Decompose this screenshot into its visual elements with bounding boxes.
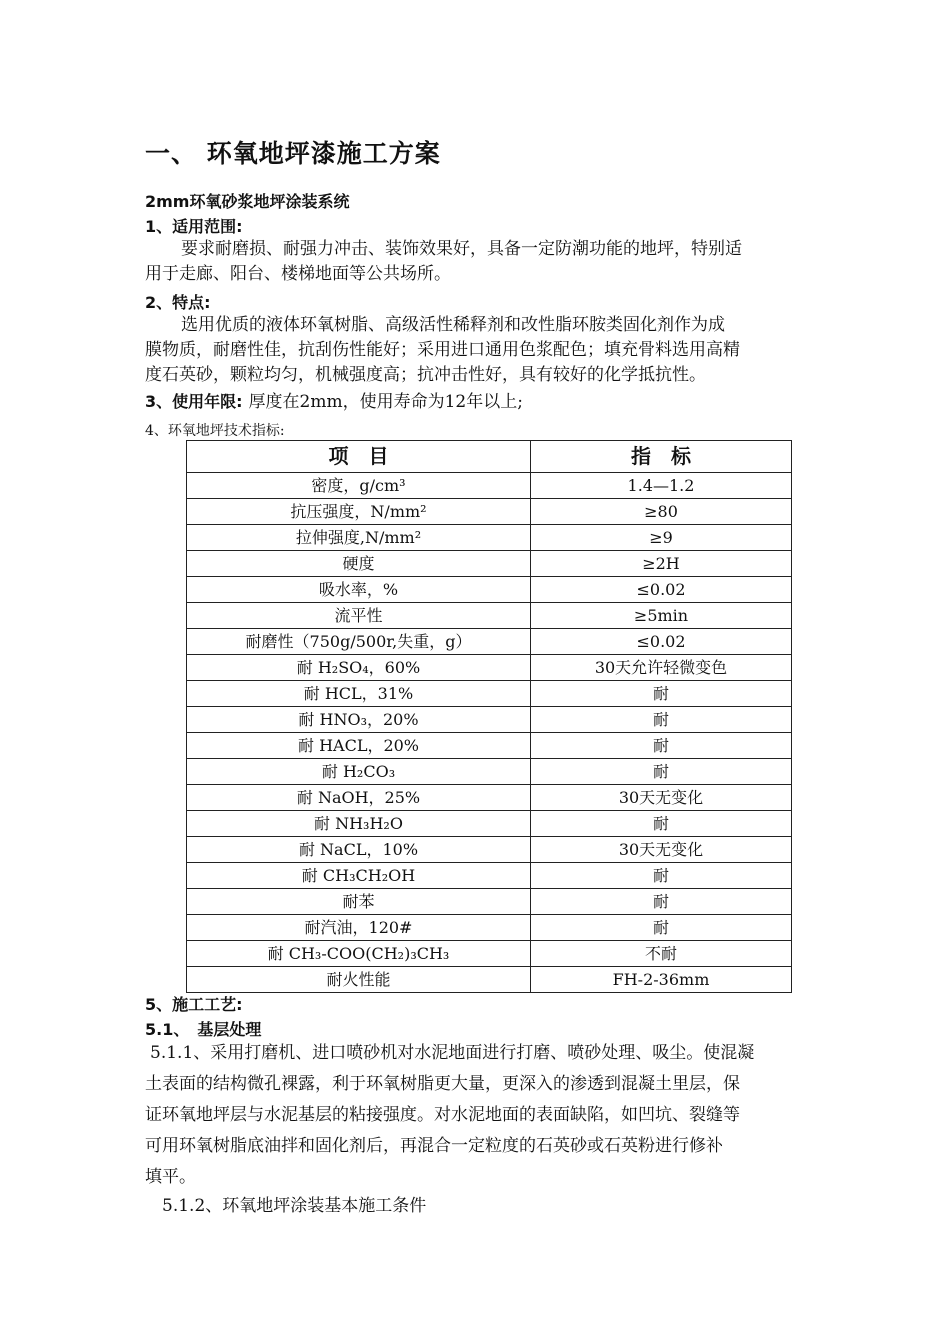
section-5-1-1-line-1: 5.1.1、采用打磨机、进口喷砂机对水泥地面进行打磨、喷砂处理、吸尘。使混凝 [150, 1043, 755, 1063]
table-row [187, 655, 792, 681]
value-cell: 不耐 [531, 941, 792, 967]
table-row [187, 889, 792, 915]
item-cell: 耐 H₂CO₃ [187, 759, 531, 785]
table-row [187, 499, 792, 525]
table-row [187, 577, 792, 603]
value-cell: 耐 [531, 733, 792, 759]
section-5-1-1-line-5: 填平。 [145, 1167, 196, 1187]
item-cell: 耐磨性（750g/500r,失重，g） [187, 629, 531, 655]
value-cell: ≥5min [531, 603, 792, 629]
item-cell: 耐 H₂SO₄，60% [187, 655, 531, 681]
value-cell: ≤0.02 [531, 577, 792, 603]
table-row [187, 811, 792, 837]
table-row [187, 629, 792, 655]
header-indicator: 指 标 [531, 441, 792, 473]
section-2-text-line-2: 膜物质，耐磨性佳，抗刮伤性能好；采用进口通用色浆配色；填充骨料选用高精 [145, 340, 740, 360]
page-heading: 一、 环氧地坪漆施工方案 [145, 139, 441, 168]
section-5-1-1-line-2: 土表面的结构微孔裸露，利于环氧树脂更大量，更深入的渗透到混凝土里层，保 [145, 1074, 740, 1094]
section-1-text-line-1: 要求耐磨损、耐强力冲击、装饰效果好，具备一定防潮功能的地坪，特别适 [181, 239, 742, 259]
section-3 [145, 389, 523, 415]
value-cell: 耐 [531, 707, 792, 733]
item-cell: 抗压强度，N/mm² [187, 499, 531, 525]
section-4-title: 4、环氧地坪技术指标: [145, 423, 285, 439]
table-header-row [187, 441, 792, 473]
table-row [187, 707, 792, 733]
table-row [187, 603, 792, 629]
item-cell: 耐 CH₃-COO(CH₂)₃CH₃ [187, 941, 531, 967]
item-cell: 耐 HACL，20% [187, 733, 531, 759]
header-item: 项 目 [187, 441, 531, 473]
section-3-text: 厚度在2mm，使用寿命为12年以上; [248, 392, 523, 412]
section-5-title: 5、施工工艺: [145, 995, 243, 1014]
item-cell: 流平性 [187, 603, 531, 629]
value-cell: 耐 [531, 863, 792, 889]
table-row [187, 733, 792, 759]
spec-table [186, 440, 792, 993]
table-row [187, 473, 792, 499]
table-row [187, 967, 792, 993]
section-5-1-title: 5.1、 基层处理 [145, 1020, 262, 1039]
value-cell: 耐 [531, 759, 792, 785]
value-cell: ≤0.02 [531, 629, 792, 655]
value-cell: 耐 [531, 681, 792, 707]
value-cell: 30天无变化 [531, 785, 792, 811]
value-cell: 耐 [531, 915, 792, 941]
item-cell: 密度，g/cm³ [187, 473, 531, 499]
table-row [187, 525, 792, 551]
value-cell: 耐 [531, 811, 792, 837]
value-cell: 30天无变化 [531, 837, 792, 863]
value-cell: ≥9 [531, 525, 792, 551]
table-row [187, 941, 792, 967]
value-cell: ≥2H [531, 551, 792, 577]
value-cell: 耐 [531, 889, 792, 915]
table-row [187, 785, 792, 811]
item-cell: 耐 HCL，31% [187, 681, 531, 707]
section-1-title: 1、适用范围: [145, 217, 243, 236]
value-cell: 1.4—1.2 [531, 473, 792, 499]
item-cell: 耐 NaCL，10% [187, 837, 531, 863]
section-5-1-1-line-3: 证环氧地坪层与水泥基层的粘接强度。对水泥地面的表面缺陷，如凹坑、裂缝等 [145, 1105, 740, 1125]
section-2-title: 2、特点: [145, 293, 211, 312]
section-5-1-2-title: 5.1.2、环氧地坪涂装基本施工条件 [162, 1196, 427, 1216]
item-cell: 硬度 [187, 551, 531, 577]
table-row [187, 837, 792, 863]
item-cell: 耐 CH₃CH₂OH [187, 863, 531, 889]
item-cell: 耐 HNO₃，20% [187, 707, 531, 733]
item-cell: 耐汽油，120# [187, 915, 531, 941]
table-row [187, 681, 792, 707]
item-cell: 耐火性能 [187, 967, 531, 993]
table-row [187, 863, 792, 889]
table-row [187, 759, 792, 785]
section-2-text-line-3: 度石英砂，颗粒均匀，机械强度高；抗冲击性好，具有较好的化学抵抗性。 [145, 365, 706, 385]
item-cell: 耐 NH₃H₂O [187, 811, 531, 837]
value-cell: FH-2-36mm [531, 967, 792, 993]
section-5-1-1-line-4: 可用环氧树脂底油拌和固化剂后，再混合一定粒度的石英砂或石英粉进行修补 [145, 1136, 723, 1156]
item-cell: 拉伸强度,N/mm² [187, 525, 531, 551]
section-3-title: 3、使用年限: [145, 392, 243, 411]
section-1-text-line-2: 用于走廊、阳台、楼梯地面等公共场所。 [145, 264, 451, 284]
item-cell: 吸水率，% [187, 577, 531, 603]
value-cell: ≥80 [531, 499, 792, 525]
table-row [187, 551, 792, 577]
item-cell: 耐苯 [187, 889, 531, 915]
item-cell: 耐 NaOH，25% [187, 785, 531, 811]
system-title: 2mm环氧砂浆地坪涂装系统 [145, 192, 350, 211]
value-cell: 30天允许轻微变色 [531, 655, 792, 681]
table-row [187, 915, 792, 941]
section-2-text-line-1: 选用优质的液体环氧树脂、高级活性稀释剂和改性脂环胺类固化剂作为成 [181, 315, 725, 335]
